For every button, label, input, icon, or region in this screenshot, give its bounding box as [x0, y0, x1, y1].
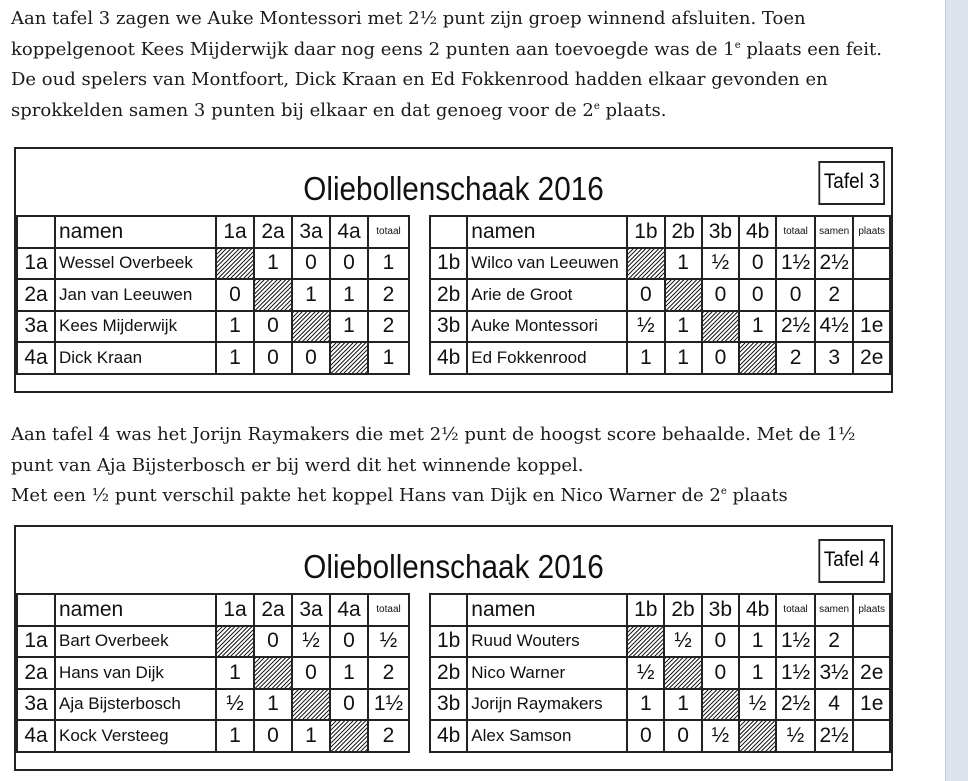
- player-name: Wessel Overbeek: [55, 248, 216, 280]
- table-header-row: [17, 594, 409, 626]
- blocked-cell: [664, 657, 701, 689]
- para1-sup-2: e: [593, 100, 600, 112]
- score-cell: 2: [368, 720, 409, 752]
- table-row: [430, 657, 890, 689]
- para1-line-3: De oud spelers van Montfoort, Dick Kraan en Ed Fokkenrood hadden elkaar gevonden en: [11, 69, 828, 90]
- score-cell: 1½: [776, 657, 815, 689]
- header-cell: totaal: [776, 216, 815, 248]
- score-cell: 1: [216, 720, 254, 752]
- header-cell: 2b: [664, 594, 701, 626]
- score-cell: 1: [254, 248, 292, 280]
- header-namen: namen: [55, 594, 216, 626]
- blocked-cell: [216, 626, 254, 658]
- score-cell: 1: [330, 311, 368, 343]
- score-cell: 0: [292, 342, 330, 374]
- table-row: [430, 720, 890, 752]
- score-cell: 0: [739, 279, 776, 311]
- score-cell: 1: [216, 342, 254, 374]
- player-name: Alex Samson: [467, 720, 627, 752]
- para2-line-3: [11, 481, 855, 512]
- score-cell: 1: [330, 279, 368, 311]
- sheet-title: Oliebollenschaak 2016: [303, 170, 604, 207]
- player-name: Jan van Leeuwen: [55, 279, 216, 311]
- header-cell: 2a: [254, 216, 292, 248]
- header-namen: namen: [467, 594, 627, 626]
- table-header-row: [17, 216, 409, 248]
- score-cell: 2: [815, 626, 854, 658]
- score-table-group-a: [16, 593, 410, 753]
- score-cell: 1: [292, 279, 330, 311]
- seed-cell: 2b: [430, 279, 467, 311]
- player-name: Auke Montessori: [467, 311, 627, 343]
- score-cell: ½: [739, 689, 776, 721]
- para1-line-2: [11, 35, 882, 66]
- header-cell: 4b: [739, 594, 776, 626]
- header-cell: samen: [815, 216, 854, 248]
- seed-cell: 4a: [17, 720, 55, 752]
- player-name: Nico Warner: [467, 657, 627, 689]
- blocked-cell: [739, 342, 776, 374]
- score-cell: 1½: [776, 248, 815, 280]
- para1-line-2-tail: plaats een feit.: [740, 38, 882, 60]
- blocked-cell: [702, 689, 739, 721]
- score-cell: 0: [330, 689, 368, 721]
- seed-cell: 3a: [17, 689, 55, 721]
- header-cell: [430, 594, 467, 626]
- table-header-row: [430, 594, 890, 626]
- blocked-cell: [330, 720, 368, 752]
- blocked-cell: [627, 626, 664, 658]
- table-row: [430, 311, 890, 343]
- score-cell: [853, 626, 890, 658]
- score-cell: 2½: [815, 720, 854, 752]
- score-cell: 1: [665, 342, 702, 374]
- score-cell: 0: [254, 626, 292, 658]
- para1-line-1: Aan tafel 3 zagen we Auke Montessori met 2½ punt zijn groep winnend afsluiten. Toen: [11, 8, 806, 29]
- player-name: Wilco van Leeuwen: [467, 248, 627, 280]
- score-cell: 2: [815, 279, 854, 311]
- para1-line-4: [11, 96, 882, 127]
- score-cell: [853, 279, 890, 311]
- table-row: [430, 626, 890, 658]
- paragraph-tafel-4: [11, 420, 855, 512]
- header-cell: plaats: [853, 216, 890, 248]
- score-cell: 1: [665, 248, 702, 280]
- seed-cell: 4a: [17, 342, 55, 374]
- score-cell: 2½: [815, 248, 854, 280]
- table-header-row: [430, 216, 890, 248]
- score-cell: 2: [368, 311, 409, 343]
- score-table-group-b: [429, 593, 891, 753]
- table-row: [17, 657, 409, 689]
- player-name: Ruud Wouters: [467, 626, 627, 658]
- score-cell: 0: [216, 279, 254, 311]
- table-row: [17, 311, 409, 343]
- score-cell: 0: [627, 720, 664, 752]
- blocked-cell: [330, 342, 368, 374]
- blocked-cell: [292, 689, 330, 721]
- score-cell: ½: [292, 626, 330, 658]
- score-cell: 4: [815, 689, 854, 721]
- header-cell: 2a: [254, 594, 292, 626]
- table-row: [430, 342, 890, 374]
- sheet-title: Oliebollenschaak 2016: [303, 548, 604, 585]
- score-cell: 0: [292, 248, 330, 280]
- score-sheet-tafel-3: [14, 147, 893, 393]
- score-cell: 3: [815, 342, 854, 374]
- blocked-cell: [739, 720, 776, 752]
- score-cell: 1: [292, 720, 330, 752]
- blocked-cell: [665, 279, 702, 311]
- blocked-cell: [254, 657, 292, 689]
- score-cell: 0: [330, 248, 368, 280]
- para2-sup: e: [720, 486, 727, 497]
- score-cell: 3½: [815, 657, 854, 689]
- score-cell: 1e: [853, 689, 890, 721]
- score-cell: 4½: [815, 311, 854, 343]
- blocked-cell: [292, 311, 330, 343]
- header-cell: 1b: [627, 594, 664, 626]
- score-cell: ½: [368, 626, 409, 658]
- score-cell: 0: [702, 279, 739, 311]
- header-cell: 3a: [292, 594, 330, 626]
- score-cell: 1e: [853, 311, 890, 343]
- table-row: [17, 342, 409, 374]
- score-cell: 2: [368, 657, 409, 689]
- score-cell: 1½: [776, 626, 815, 658]
- score-cell: 1: [216, 657, 254, 689]
- para2-line-3-tail: plaats: [726, 485, 788, 506]
- seed-cell: 1a: [17, 626, 55, 658]
- seed-cell: 3a: [17, 311, 55, 343]
- player-name: Ed Fokkenrood: [467, 342, 627, 374]
- score-cell: 1: [627, 342, 664, 374]
- score-cell: 1: [739, 311, 776, 343]
- score-cell: 2: [368, 279, 409, 311]
- score-table-group-a: [16, 215, 410, 375]
- score-cell: 1: [368, 342, 409, 374]
- header-cell: 3a: [292, 216, 330, 248]
- header-cell: [17, 594, 55, 626]
- header-cell: 4b: [739, 216, 776, 248]
- score-cell: ½: [776, 720, 815, 752]
- score-cell: 1: [330, 657, 368, 689]
- header-cell: totaal: [368, 216, 409, 248]
- blocked-cell: [702, 311, 739, 343]
- score-cell: 0: [292, 657, 330, 689]
- header-cell: [17, 216, 55, 248]
- score-cell: ½: [664, 626, 701, 658]
- header-namen: namen: [55, 216, 216, 248]
- para1-sup-1: e: [734, 39, 741, 51]
- tafel-label: Tafel 4: [818, 539, 885, 583]
- para1-line-2-text: koppelgenoot Kees Mijderwijk daar nog eens 2 punten aan toevoegde was de 1: [11, 38, 735, 60]
- score-cell: 0: [664, 720, 701, 752]
- header-cell: totaal: [368, 594, 409, 626]
- header-cell: totaal: [776, 594, 815, 626]
- player-name: Jorijn Raymakers: [467, 689, 627, 721]
- seed-cell: 2b: [430, 657, 467, 689]
- table-row: [430, 689, 890, 721]
- player-name: Bart Overbeek: [55, 626, 216, 658]
- score-cell: 2e: [853, 342, 890, 374]
- seed-cell: 2a: [17, 657, 55, 689]
- score-cell: 1: [739, 657, 776, 689]
- header-cell: 3b: [702, 216, 739, 248]
- score-cell: ½: [702, 248, 739, 280]
- player-name: Arie de Groot: [467, 279, 627, 311]
- player-name: Hans van Dijk: [55, 657, 216, 689]
- score-cell: ½: [702, 720, 739, 752]
- seed-cell: 4b: [430, 342, 467, 374]
- para1-line-4-tail: plaats.: [599, 99, 667, 121]
- score-cell: 1: [216, 311, 254, 343]
- table-row: [17, 626, 409, 658]
- header-cell: 3b: [702, 594, 739, 626]
- blocked-cell: [216, 248, 254, 280]
- seed-cell: 4b: [430, 720, 467, 752]
- seed-cell: 1a: [17, 248, 55, 280]
- score-cell: 0: [702, 342, 739, 374]
- score-cell: 0: [254, 311, 292, 343]
- player-name: Kock Versteeg: [55, 720, 216, 752]
- table-row: [17, 248, 409, 280]
- seed-cell: 2a: [17, 279, 55, 311]
- score-cell: 0: [254, 342, 292, 374]
- score-cell: [853, 720, 890, 752]
- header-cell: samen: [815, 594, 854, 626]
- score-cell: 2½: [776, 311, 815, 343]
- score-cell: [853, 248, 890, 280]
- blocked-cell: [254, 279, 292, 311]
- header-cell: 4a: [330, 594, 368, 626]
- score-cell: 0: [254, 720, 292, 752]
- player-name: Aja Bijsterbosch: [55, 689, 216, 721]
- header-cell: [430, 216, 467, 248]
- header-cell: 4a: [330, 216, 368, 248]
- table-row: [17, 689, 409, 721]
- score-cell: 1: [254, 689, 292, 721]
- score-sheet-tafel-4: [14, 525, 893, 771]
- score-cell: ½: [627, 657, 664, 689]
- header-namen: namen: [467, 216, 627, 248]
- score-cell: 0: [627, 279, 664, 311]
- score-cell: 1: [627, 689, 664, 721]
- score-cell: ½: [627, 311, 664, 343]
- seed-cell: 1b: [430, 248, 467, 280]
- para2-line-1: Aan tafel 4 was het Jorijn Raymakers die met 2½ punt de hoogst score behaalde. Met de 1½: [11, 424, 856, 445]
- score-cell: 1: [665, 311, 702, 343]
- score-cell: 2½: [776, 689, 815, 721]
- header-cell: 2b: [665, 216, 702, 248]
- score-cell: 1½: [368, 689, 409, 721]
- tafel-label: Tafel 3: [818, 161, 885, 205]
- paragraph-tafel-3: [11, 4, 882, 126]
- seed-cell: 3b: [430, 311, 467, 343]
- score-cell: 1: [368, 248, 409, 280]
- header-cell: 1a: [216, 216, 254, 248]
- header-cell: 1a: [216, 594, 254, 626]
- table-row: [430, 248, 890, 280]
- score-cell: ½: [216, 689, 254, 721]
- score-cell: 0: [702, 626, 739, 658]
- player-name: Dick Kraan: [55, 342, 216, 374]
- table-row: [17, 279, 409, 311]
- score-table-group-b: [429, 215, 891, 375]
- score-cell: 0: [702, 657, 739, 689]
- table-row: [17, 720, 409, 752]
- score-cell: 0: [739, 248, 776, 280]
- player-name: Kees Mijderwijk: [55, 311, 216, 343]
- score-cell: 0: [776, 279, 815, 311]
- blocked-cell: [627, 248, 664, 280]
- para1-line-4-text: sprokkelden samen 3 punten bij elkaar en dat genoeg voor de 2: [11, 99, 594, 121]
- score-cell: 1: [664, 689, 701, 721]
- header-cell: 1b: [627, 216, 664, 248]
- score-cell: 0: [330, 626, 368, 658]
- para2-line-2: punt van Aja Bijsterbosch er bij werd dit het winnende koppel.: [11, 454, 584, 476]
- score-cell: 1: [739, 626, 776, 658]
- header-cell: plaats: [853, 594, 890, 626]
- score-cell: 2: [776, 342, 815, 374]
- table-row: [430, 279, 890, 311]
- seed-cell: 3b: [430, 689, 467, 721]
- score-cell: 2e: [853, 657, 890, 689]
- seed-cell: 1b: [430, 626, 467, 658]
- para2-line-3-text: Met een ½ punt verschil pakte het koppel Hans van Dijk en Nico Warner de 2: [11, 485, 721, 506]
